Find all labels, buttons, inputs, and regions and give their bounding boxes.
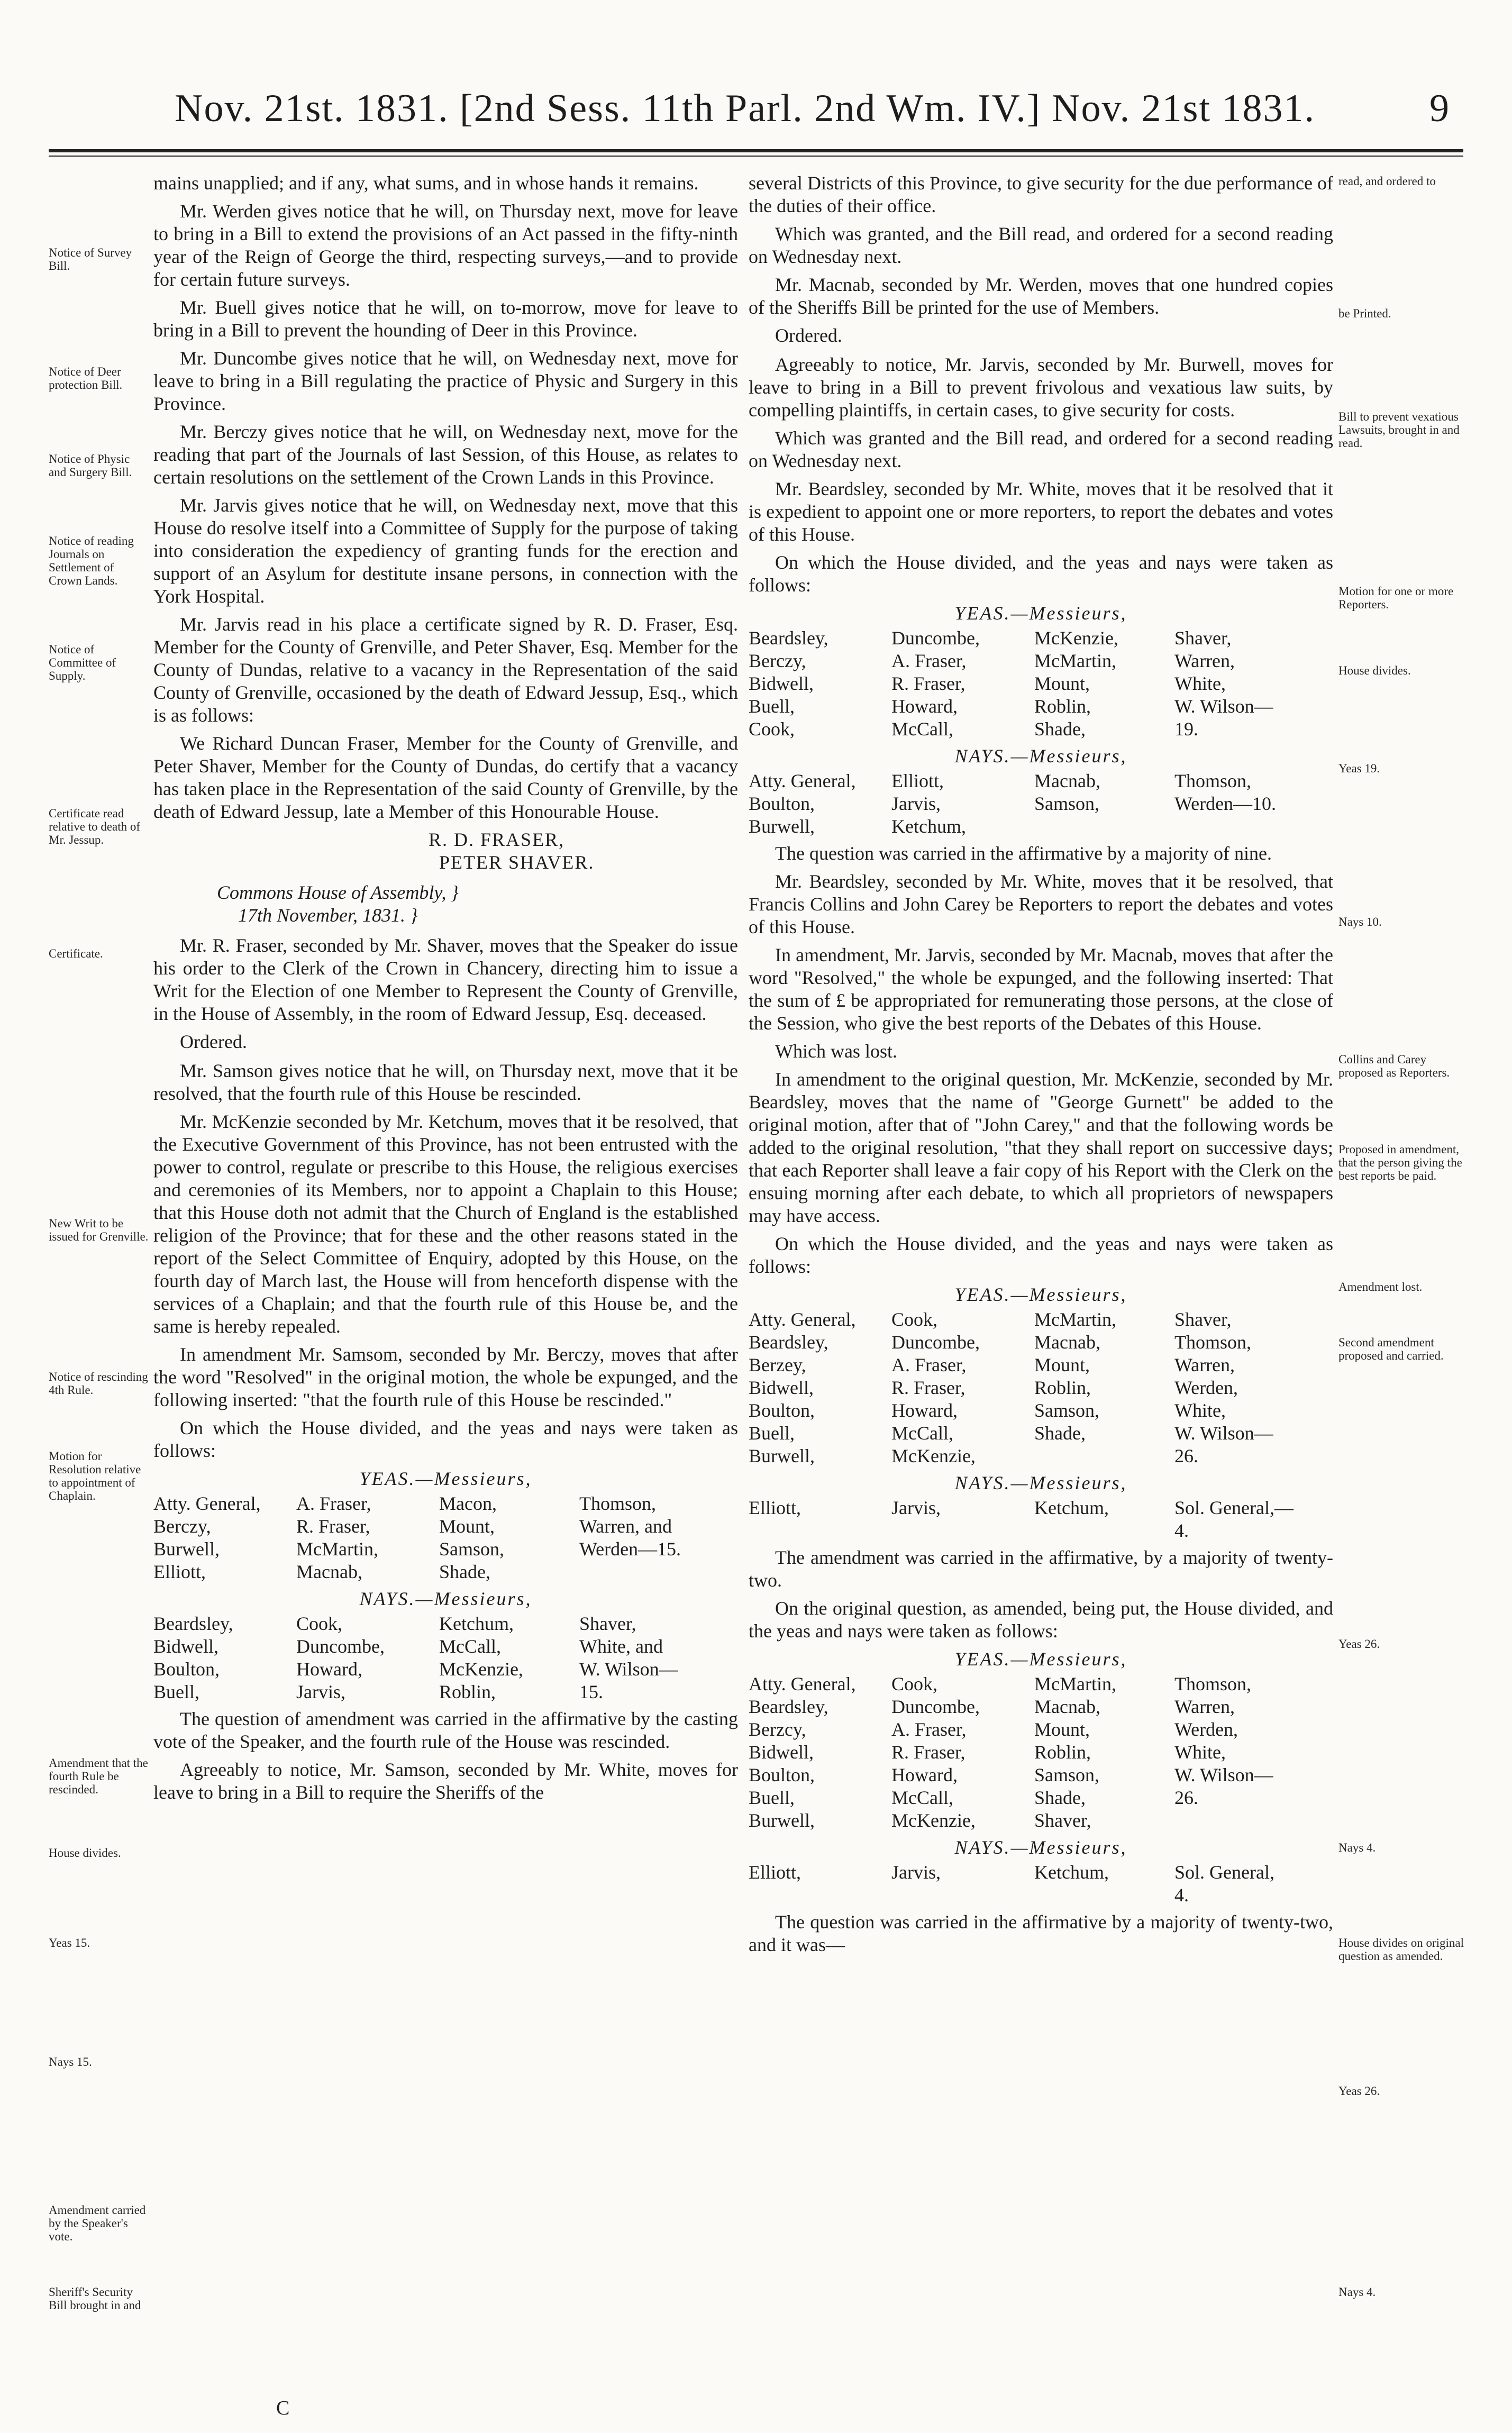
member-name: Shade, <box>1034 718 1086 740</box>
member-name: Mount, <box>1034 673 1090 694</box>
member-name: Howard, <box>891 696 958 717</box>
member-name: Burwell, <box>749 1810 815 1831</box>
signature-shaver: PETER SHAVER. <box>439 852 595 873</box>
member-name: Ketchum, <box>1034 1862 1109 1883</box>
member-name: Shaver, <box>1174 1309 1232 1330</box>
paragraph: Mr. Duncombe gives notice that he will, on Wednesday next, move for leave to bring in a Bill regulating the practice of Physic and Surgery in this Province. <box>153 348 738 414</box>
member-name: Shaver, <box>579 1613 636 1634</box>
margin-note: Nays 10. <box>1338 915 1382 928</box>
paragraph: The question was carried in the affirmative by a majority of twenty-two, and it was— <box>749 1911 1333 1955</box>
member-name: Roblin, <box>1034 1742 1091 1763</box>
member-name: Roblin, <box>439 1681 496 1702</box>
member-name: Elliott, <box>153 1561 206 1582</box>
member-name: Howard, <box>296 1659 362 1680</box>
member-name: Shade, <box>439 1561 490 1582</box>
member-name: Burwell, <box>749 816 815 837</box>
member-name: R. Fraser, <box>891 1377 966 1398</box>
member-name: Beardsley, <box>153 1613 233 1634</box>
member-name: Beardsley, <box>749 627 828 649</box>
yeas-heading: YEAS.—Messieurs, <box>954 603 1127 624</box>
member-name: Thomson, <box>1174 1332 1252 1353</box>
member-name: McMartin, <box>1034 1309 1116 1330</box>
member-name: Samson, <box>439 1538 505 1560</box>
nays-table <box>749 1497 1333 1542</box>
dateline-place: Commons House of Assembly, } <box>217 882 459 903</box>
margin-note: Motion for Resolution relative to appointment of Chaplain. <box>49 1450 141 1502</box>
member-name: Sol. General,— <box>1174 1497 1294 1518</box>
yeas-heading: YEAS.—Messieurs, <box>954 1648 1127 1670</box>
left-column <box>153 172 738 2415</box>
paragraph: In amendment Mr. Samsom, seconded by Mr. Berczy, moves that after the word "Resolved" in the original motion, the whole be expunged, and the following inserted: "that the fourth rule of this House be rescinded." <box>153 1344 738 1410</box>
member-name: Boulton, <box>749 1400 815 1421</box>
margin-note: Motion for one or more Reporters. <box>1338 585 1454 611</box>
paragraph: On which the House divided, and the yeas and nays were taken as follows: <box>749 1233 1333 1277</box>
paragraph: Mr. Beardsley, seconded by Mr. White, moves that it be resolved, that Francis Collins and John Carey be Reporters to report the debates and votes of this House. <box>749 871 1333 937</box>
yeas-heading: YEAS.—Messieurs, <box>954 1284 1127 1305</box>
member-name: Thomson, <box>1174 1673 1252 1694</box>
member-name: Cook, <box>749 718 795 740</box>
paragraph: Mr. Jarvis gives notice that he will, on Wednesday next, move that this House do resolve itself into a Committee of Supply for the purpose of taking into consideration the expediency of granting funds for the erection and support of an Asylum for destitute insane persons, in connection with the York Hospital. <box>153 495 738 607</box>
member-name: Macnab, <box>296 1561 362 1582</box>
member-name: White, <box>1174 1742 1226 1763</box>
margin-note: Nays 15. <box>49 2055 92 2068</box>
member-name: Jarvis, <box>891 1862 941 1883</box>
member-name: Werden—15. <box>579 1538 681 1560</box>
member-name: Werden, <box>1174 1377 1238 1398</box>
member-name: Samson, <box>1034 1764 1100 1785</box>
paragraph: Which was granted, and the Bill read, and ordered for a second reading on Wednesday next. <box>749 223 1333 267</box>
member-name: Boulton, <box>749 1764 815 1785</box>
header-rule-thick <box>49 149 1463 152</box>
member-name: Beardsley, <box>749 1696 828 1717</box>
member-name <box>1174 815 1333 838</box>
margin-note: Yeas 26. <box>1338 1637 1380 1651</box>
margin-note: Second amendment proposed and carried. <box>1338 1336 1444 1362</box>
member-name: McKenzie, <box>891 1445 976 1466</box>
nays-table <box>749 1861 1333 1907</box>
member-name: A. Fraser, <box>891 650 967 671</box>
margin-note: Notice of Deer protection Bill. <box>49 365 123 391</box>
member-name: A. Fraser, <box>891 1719 967 1740</box>
member-name <box>1174 1809 1333 1832</box>
nays-table <box>153 1612 738 1703</box>
member-name: Thomson, <box>579 1493 657 1514</box>
member-name: Atty. General, <box>749 1309 856 1330</box>
member-name: Warren, <box>1174 650 1235 671</box>
member-name: Elliott, <box>891 770 944 791</box>
certificate-text: We Richard Duncan Fraser, Member for the County of Grenville, and Peter Shaver, Member for the County of Dundas, do certify that a vacancy has taken place in the Representation of the said County of Grenville, by the death of Edward Jessup, late a Member of this Honourable House. <box>153 733 738 822</box>
yeas-heading: YEAS.—Messieurs, <box>359 1468 532 1489</box>
nays-heading: NAYS.—Messieurs, <box>954 745 1127 767</box>
member-name: McCall, <box>439 1636 501 1657</box>
member-name: White, <box>1174 673 1226 694</box>
member-name: Mount, <box>1034 1354 1090 1375</box>
paragraph: Mr. Buell gives notice that he will, on to-morrow, move for leave to bring in a Bill to prevent the hounding of Deer in this Province. <box>153 297 738 341</box>
member-name: Macnab, <box>1034 1696 1100 1717</box>
member-name: Ketchum, <box>891 816 966 837</box>
margin-note: Sheriff's Security Bill brought in and <box>49 2285 141 2312</box>
member-name: 26. <box>1174 1445 1198 1466</box>
member-name: Shaver, <box>1034 1810 1091 1831</box>
member-name <box>749 1519 891 1542</box>
member-name: 26. <box>1174 1787 1198 1808</box>
member-name: Mount, <box>1034 1719 1090 1740</box>
member-name: 19. <box>1174 718 1198 740</box>
member-name: Warren, <box>1174 1696 1235 1717</box>
member-name: W. Wilson— <box>1174 1764 1273 1785</box>
paragraph: Which was granted and the Bill read, and ordered for a second reading on Wednesday next. <box>749 427 1333 471</box>
member-name: McCall, <box>891 1423 953 1444</box>
margin-note: Collins and Carey proposed as Reporters. <box>1338 1053 1450 1079</box>
margin-note: Yeas 19. <box>1338 762 1380 775</box>
paragraph: In amendment, Mr. Jarvis, seconded by Mr. Macnab, moves that after the word "Resolved," the whole be expunged, and the following inserted: That the sum of £ be appropriated for remunerating those persons, at the close of the Session, who give the best reports of the Debates of this House. <box>749 944 1333 1034</box>
member-name: A. Fraser, <box>891 1354 967 1375</box>
margin-note: Notice of Survey Bill. <box>49 246 132 272</box>
paragraph: The question was carried in the affirmative by a majority of nine. <box>775 843 1272 864</box>
paragraph: Agreeably to notice, Mr. Samson, seconded by Mr. White, moves for leave to bring in a Bill to require the Sheriffs of the <box>153 1759 738 1803</box>
member-name: Bidwell, <box>749 673 814 694</box>
margin-note: New Writ to be issued for Grenville. <box>49 1217 149 1243</box>
member-name: Jarvis, <box>891 793 941 814</box>
member-name: R. Fraser, <box>891 1742 966 1763</box>
member-name: Cook, <box>891 1309 938 1330</box>
margin-note: Certificate read relative to death of Mr. Jessup. <box>49 807 141 846</box>
member-name: Werden, <box>1174 1719 1238 1740</box>
member-name: White, <box>1174 1400 1226 1421</box>
member-name <box>749 1884 891 1907</box>
member-name: Warren, <box>1174 1354 1235 1375</box>
page-header <box>0 79 1512 138</box>
paragraph: Mr. McKenzie seconded by Mr. Ketchum, moves that it be resolved, that the Executive Government of this Province, has not been entrusted with the power to control, regulate or prescribe to this House, the religious exercises and ceremonies of its Members, nor to appoint a Chaplain to this House; that this House doth not admit that the Church of England is the established religion of the Province; that for these and the other reasons stated in the report of the Select Committee of Enquiry, adopted by this House, on the fourth day of March last, the House will from henceforth dispense with the services of a Chaplain; and that the fourth rule of this House be, and the same is hereby repealed. <box>153 1111 738 1337</box>
member-name <box>1034 815 1174 838</box>
paragraph: Mr. Beardsley, seconded by Mr. White, moves that it be resolved that it is expedient to appoint one or more reporters, to report the debates and votes of this House. <box>749 478 1333 545</box>
nays-heading: NAYS.—Messieurs, <box>359 1588 532 1609</box>
nays-heading: NAYS.—Messieurs, <box>954 1837 1127 1858</box>
member-name: McKenzie, <box>439 1659 523 1680</box>
paragraph: Mr. Werden gives notice that he will, on Thursday next, move for leave to bring in a Bill to extend the provisions of an Act passed in the fifty-ninth year of the Reign of George the third, respecting surveys,—and to provide for certain future surveys. <box>153 201 738 290</box>
member-name: Berczy, <box>153 1516 211 1537</box>
member-name: Cook, <box>891 1673 938 1694</box>
member-name <box>1034 1519 1174 1542</box>
margin-note: Amendment that the fourth Rule be rescinded. <box>49 1756 148 1796</box>
member-name: R. Fraser, <box>296 1516 370 1537</box>
certificate-signatures <box>429 828 738 874</box>
member-name: Duncombe, <box>891 1332 980 1353</box>
member-name: A. Fraser, <box>296 1493 371 1514</box>
ordered-note: Ordered. <box>180 1031 247 1052</box>
paragraph: The question of amendment was carried in the affirmative by the casting vote of the Speaker, and the fourth rule of the House was rescinded. <box>153 1708 738 1752</box>
member-name: Buell, <box>749 1423 795 1444</box>
member-name: R. Fraser, <box>891 673 966 694</box>
page-number: 9 <box>1429 87 1450 130</box>
member-name: McMartin, <box>1034 1673 1116 1694</box>
member-name: Macon, <box>439 1493 497 1514</box>
margin-note: be Printed. <box>1338 307 1391 320</box>
member-name: 4. <box>1174 1884 1189 1906</box>
member-name: Bidwell, <box>749 1377 814 1398</box>
member-name: Duncombe, <box>296 1636 385 1657</box>
member-name: Samson, <box>1034 793 1100 814</box>
dateline <box>217 881 738 927</box>
member-name: Howard, <box>891 1764 958 1785</box>
member-name: McKenzie, <box>891 1810 976 1831</box>
margin-note: Notice of reading Journals on Settlement of Crown Lands. <box>49 534 134 587</box>
member-name: Buell, <box>749 1787 795 1808</box>
member-name: Ketchum, <box>439 1613 514 1634</box>
member-name: Buell, <box>749 696 795 717</box>
member-name: McCall, <box>891 718 953 740</box>
paragraph: Which was lost. <box>775 1041 897 1062</box>
member-name: Warren, and <box>579 1516 672 1537</box>
nays-heading: NAYS.—Messieurs, <box>954 1472 1127 1493</box>
member-name: Atty. General, <box>749 770 856 791</box>
member-name: McMartin, <box>1034 650 1116 671</box>
member-name: Jarvis, <box>891 1497 941 1518</box>
member-name <box>891 1884 1034 1907</box>
margin-note: Nays 4. <box>1338 2285 1376 2299</box>
member-name: Berzey, <box>749 1354 806 1375</box>
margin-note: Notice of Physic and Surgery Bill. <box>49 452 132 479</box>
member-name: Berzcy, <box>749 1719 806 1740</box>
paragraph: Mr. Jarvis read in his place a certificate signed by R. D. Fraser, Esq. Member for the County of Grenville, and Peter Shaver, Esq. Member for the County of Dundas, relative to a vacancy in the Representation of the said County of Grenville, occasioned by the death of Edward Jessup, Esq., which is as follows: <box>153 614 738 726</box>
member-name: Shade, <box>1034 1423 1086 1444</box>
member-name: Beardsley, <box>749 1332 828 1353</box>
paragraph: Mr. Berczy gives notice that he will, on Wednesday next, move for the reading that part of the Journals of last Session, of this House, as relates to certain resolutions on the settlement of the Crown Lands in this Province. <box>153 421 738 488</box>
margin-note: Yeas 26. <box>1338 2084 1380 2098</box>
member-name: Howard, <box>891 1400 958 1421</box>
member-name: Duncombe, <box>891 627 980 649</box>
member-name: Roblin, <box>1034 1377 1091 1398</box>
margin-note: read, and ordered to <box>1338 175 1436 188</box>
member-name: Thomson, <box>1174 770 1252 791</box>
member-name: Macnab, <box>1034 1332 1100 1353</box>
yeas-table <box>749 1308 1333 1468</box>
member-name: Buell, <box>153 1681 199 1702</box>
member-name: Jarvis, <box>296 1681 345 1702</box>
member-name: Bidwell, <box>153 1636 218 1657</box>
margin-note: Proposed in amendment, that the person giving the best reports be paid. <box>1338 1143 1462 1182</box>
paragraph: In amendment to the original question, Mr. McKenzie, seconded by Mr. Beardsley, moves that the name of "George Gurnett" be added to the original motion, after that of "John Carey," and that the following words be added to the original resolution, "that they shall report on successive days; that each Reporter shall leave a fair copy of his Report with the Clerk on the ensuing morning after each debate, to which all proprietors of newspapers may have access. <box>749 1069 1333 1226</box>
member-name: Macnab, <box>1034 770 1100 791</box>
yeas-table <box>749 627 1333 741</box>
member-name: Elliott, <box>749 1862 801 1883</box>
member-name: Bidwell, <box>749 1742 814 1763</box>
nays-table <box>749 770 1333 838</box>
margin-note: Bill to prevent vexatious Lawsuits, brought in and read. <box>1338 410 1460 450</box>
margin-note: House divides. <box>49 1846 121 1860</box>
margin-note: Yeas 15. <box>49 1936 90 1949</box>
yeas-table <box>749 1673 1333 1832</box>
member-name: Cook, <box>296 1613 343 1634</box>
member-name: Elliott, <box>749 1497 801 1518</box>
paragraph: Agreeably to notice, Mr. Jarvis, seconded by Mr. Burwell, moves for leave to bring in a Bill to prevent frivolous and vexatious law suits, by compelling plaintiffs, in certain cases, to give security for costs. <box>749 354 1333 421</box>
member-name: Boulton, <box>749 793 815 814</box>
margin-note: Notice of Committee of Supply. <box>49 643 116 682</box>
paragraph: mains unapplied; and if any, what sums, and in whose hands it remains. <box>153 172 699 194</box>
member-name: McKenzie, <box>1034 627 1118 649</box>
member-name: Werden—10. <box>1174 793 1277 814</box>
paragraph: several Districts of this Province, to give security for the due performance of the duties of their office. <box>749 172 1333 216</box>
member-name <box>891 1519 1034 1542</box>
member-name: Atty. General, <box>153 1493 261 1514</box>
member-name: Atty. General, <box>749 1673 856 1694</box>
paragraph: Mr. R. Fraser, seconded by Mr. Shaver, moves that the Speaker do issue his order to the Clerk of the Crown in Chancery, directing him to issue a Writ for the Election of one Member to Represent the County of Grenville, in the House of Assembly, in the room of Edward Jessup, Esq. deceased. <box>153 935 738 1024</box>
member-name: 15. <box>579 1681 603 1702</box>
yeas-table <box>153 1492 738 1583</box>
signature-fraser: R. D. FRASER, <box>429 829 565 850</box>
member-name: McMartin, <box>296 1538 378 1560</box>
member-name <box>1034 1445 1174 1468</box>
member-name: Ketchum, <box>1034 1497 1109 1518</box>
margin-note: Nays 4. <box>1338 1841 1376 1854</box>
member-name: Shade, <box>1034 1787 1086 1808</box>
header-rule-thin <box>49 156 1463 157</box>
member-name: W. Wilson— <box>579 1659 678 1680</box>
margin-note: Certificate. <box>49 947 103 960</box>
ordered-note: Ordered. <box>775 325 842 346</box>
margin-note: Amendment carried by the Speaker's vote. <box>49 2203 146 2243</box>
member-name: Duncombe, <box>891 1696 980 1717</box>
member-name: White, and <box>579 1636 663 1657</box>
paragraph: On which the House divided, and the yeas and nays were taken as follows: <box>153 1417 738 1461</box>
margin-note: House divides on original question as amended. <box>1338 1936 1464 1963</box>
member-name: 4. <box>1174 1520 1189 1541</box>
member-name: Boulton, <box>153 1659 220 1680</box>
paragraph: On which the House divided, and the yeas and nays were taken as follows: <box>749 552 1333 596</box>
signature-mark: C <box>276 2397 291 2419</box>
member-name: McCall, <box>891 1787 953 1808</box>
member-name: Burwell, <box>153 1538 220 1560</box>
paragraph: Mr. Macnab, seconded by Mr. Werden, moves that one hundred copies of the Sheriffs Bill be printed for the use of Members. <box>749 274 1333 318</box>
running-title: Nov. 21st. 1831. [2nd Sess. 11th Parl. 2nd Wm. IV.] Nov. 21st 1831. <box>175 87 1315 130</box>
member-name: W. Wilson— <box>1174 696 1273 717</box>
member-name: W. Wilson— <box>1174 1423 1273 1444</box>
paragraph: On the original question, as amended, being put, the House divided, and the yeas and nays were taken as follows: <box>749 1598 1333 1642</box>
margin-note: Amendment lost. <box>1338 1280 1423 1293</box>
margin-note: House divides. <box>1338 664 1411 677</box>
member-name: Berczy, <box>749 650 806 671</box>
member-name: Sol. General, <box>1174 1862 1274 1883</box>
paragraph: Mr. Samson gives notice that he will, on Thursday next, move that it be resolved, that the fourth rule of this House be rescinded. <box>153 1060 738 1104</box>
dateline-date: 17th November, 1831. } <box>238 905 418 926</box>
margin-note: Notice of rescinding 4th Rule. <box>49 1370 148 1397</box>
member-name <box>1034 1884 1174 1907</box>
paragraph: The amendment was carried in the affirmative, by a majority of twenty-two. <box>749 1547 1333 1591</box>
member-name: Mount, <box>439 1516 495 1537</box>
member-name <box>579 1561 738 1583</box>
member-name: Burwell, <box>749 1445 815 1466</box>
member-name: Samson, <box>1034 1400 1100 1421</box>
member-name: Shaver, <box>1174 627 1232 649</box>
right-column <box>749 172 1333 2415</box>
member-name: Roblin, <box>1034 696 1091 717</box>
